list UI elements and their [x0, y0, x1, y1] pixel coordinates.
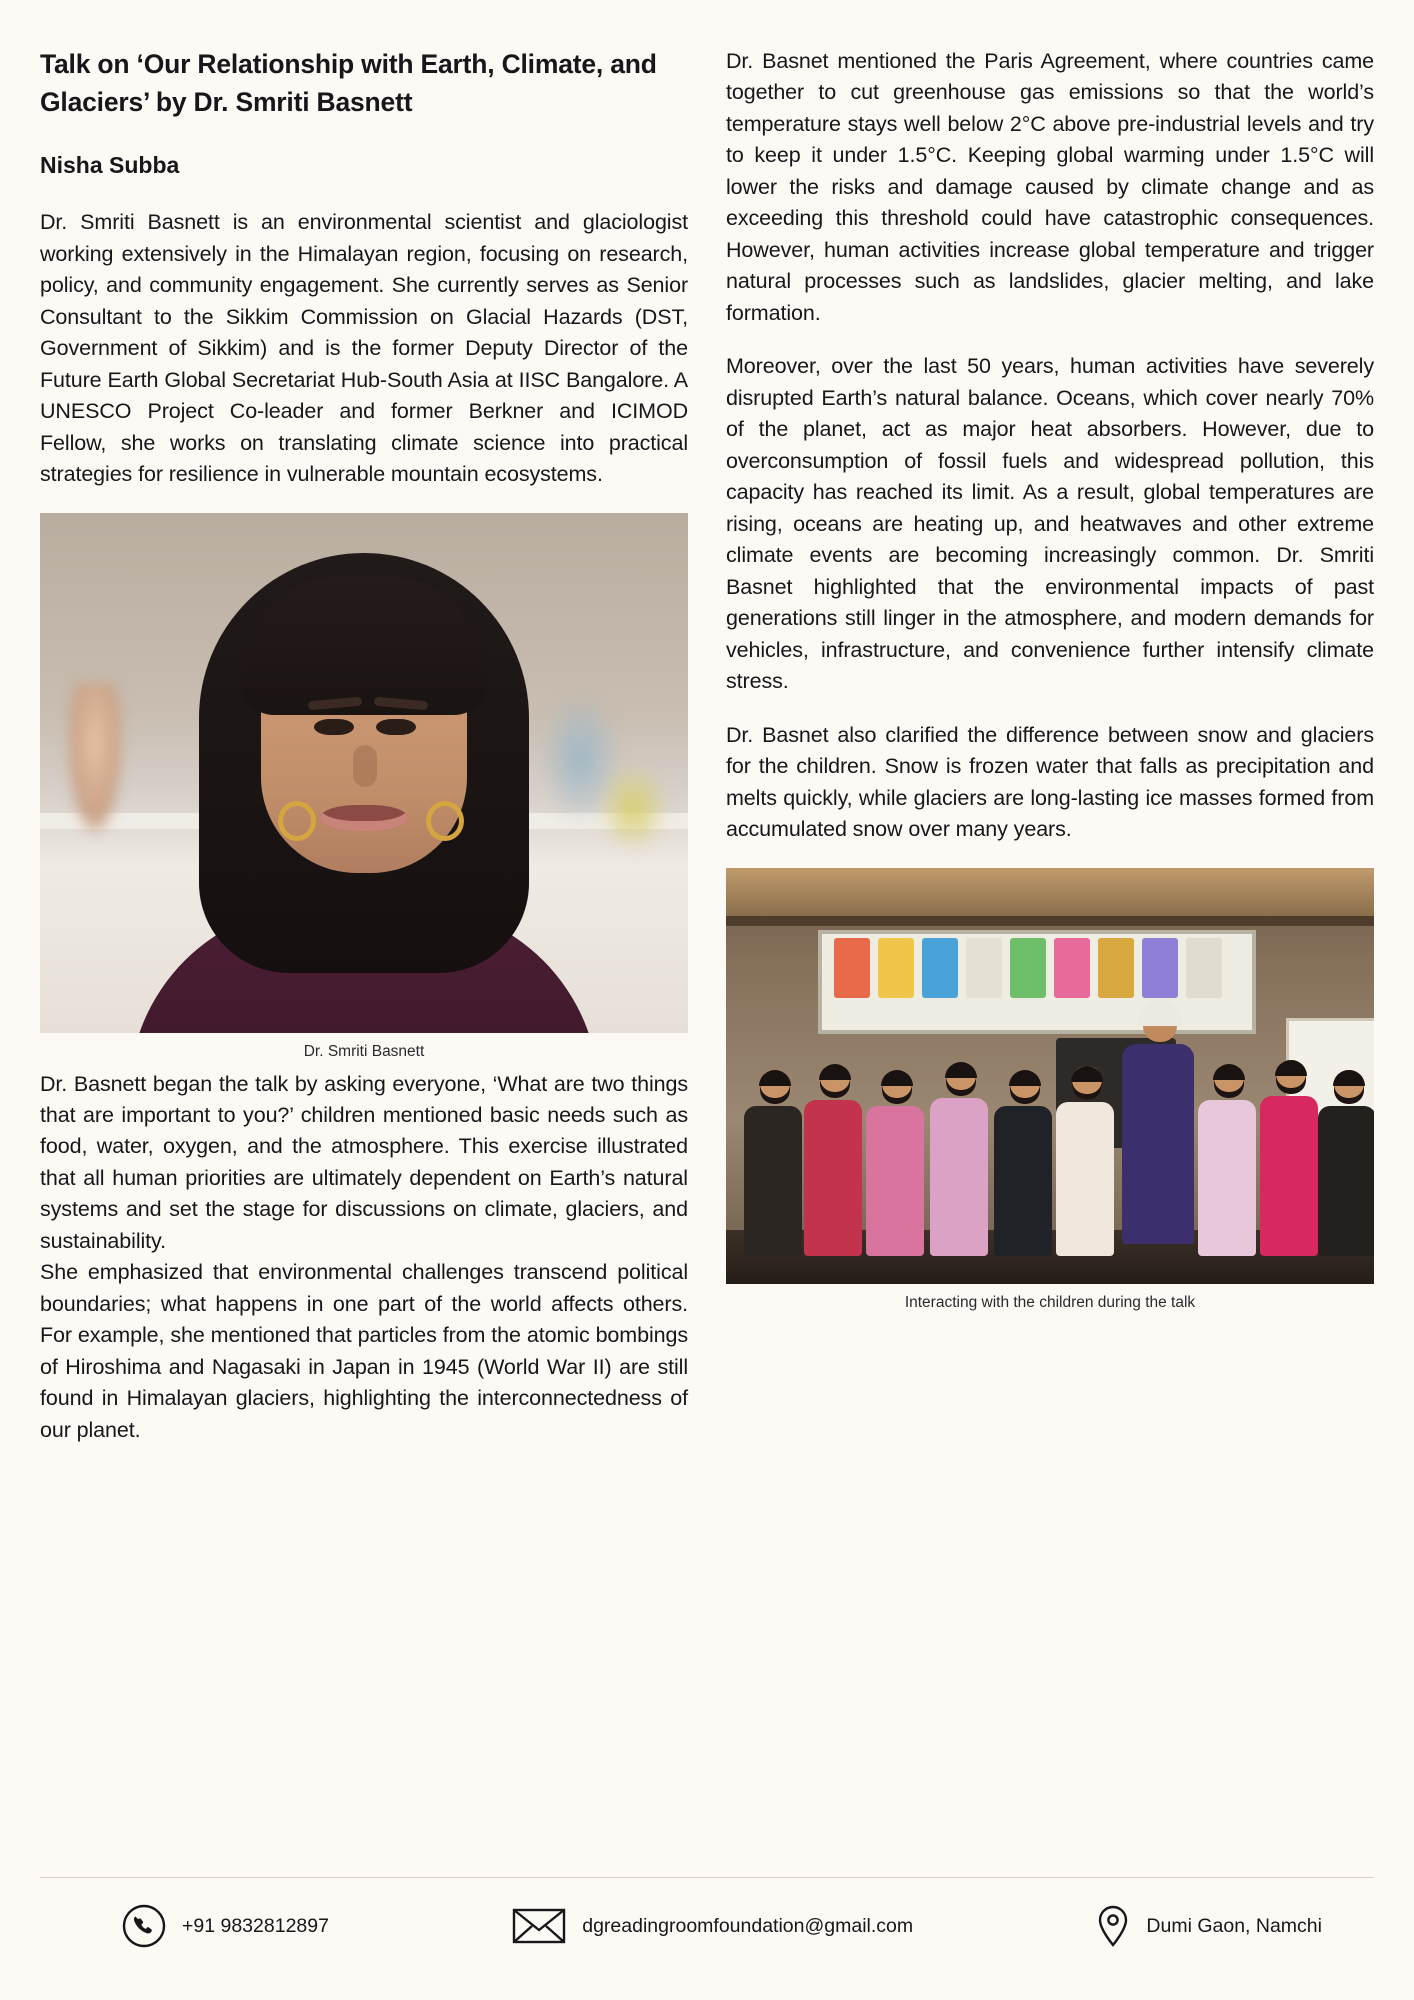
footer-email	[512, 1906, 913, 1946]
right-paragraph-2: Moreover, over the last 50 years, human activities have severely disrupted Earth’s natural balance. Oceans, which cover nearly 70% of the planet, act as major heat absorbers. However, due to overconsumption of fossil fuels and widespread pollution, this capacity has reached its limit. As a result, global temperatures are rising, oceans are heating up, and heatwaves and other extreme climate events are becoming increasingly common. Dr. Smriti Basnet highlighted that the environmental impacts of past generations still linger in the atmosphere, and modern demands for vehicles, infrastructure, and convenience further intensify climate stress.	[726, 354, 1374, 694]
right-paragraph-3: Dr. Basnet also clarified the difference between snow and glaciers for the children. Snow is frozen water that falls as precipitation and melts quickly, while glaciers are long-lasting ice masses formed from accumulated snow over many years.	[726, 722, 1374, 842]
article-byline: Nisha Subba	[40, 152, 180, 179]
portrait-figure	[40, 513, 688, 1061]
phone-icon	[122, 1904, 166, 1948]
footer	[40, 1877, 1374, 1948]
classroom-image	[726, 868, 1374, 1284]
footer-phone-text: +91 9832812897	[182, 1914, 329, 1937]
footer-location-text: Dumi Gaon, Namchi	[1146, 1914, 1322, 1937]
footer-email-text: dgreadingroomfoundation@gmail.com	[582, 1914, 914, 1937]
page-title: Talk on ‘Our Relationship with Earth, Climate, and Glaciers’ by Dr. Smriti Basnett	[40, 49, 657, 117]
left-paragraph-1: Dr. Smriti Basnett is an environmental scientist and glaciologist working extensively in the Himalayan region, focusing on research, policy, and community engagement. She currently serves as Senior Consultant to the Sikkim Commission on Glacial Hazards (DST, Government of Sikkim) and is the former Deputy Director of the Future Earth Global Secretariat Hub-South Asia at IISC Bangalore. A UNESCO Project Co-leader and former Berkner and ICIMOD Fellow, she works on translating climate science into practical strategies for resilience in vulnerable mountain ecosystems.	[40, 210, 688, 487]
footer-phone	[122, 1904, 329, 1948]
right-paragraph-1: Dr. Basnet mentioned the Paris Agreement, where countries came together to cut greenhouse gas emissions so that the world’s temperature stays well below 2°C above pre-industrial levels and try to keep it under 1.5°C. Keeping global warming under 1.5°C will lower the risks and damage caused by climate change and as exceeding this threshold could have catastrophic consequences. However, human activities increase global temperature and trigger natural processes such as landslides, glacier melting, and lake formation.	[726, 49, 1374, 325]
footer-location	[1096, 1904, 1322, 1948]
left-paragraph-3: She emphasized that environmental challenges transcend political boundaries; what happens in one part of the world affects others. For example, she mentioned that particles from the atomic bombings of Hiroshima and Nagasaki in Japan in 1945 (World War II) are still found in Himalayan glaciers, highlighting the interconnectedness of our planet.	[40, 1260, 688, 1442]
left-column	[40, 46, 688, 1468]
article-columns	[40, 46, 1374, 1468]
right-column	[726, 46, 1374, 1320]
envelope-icon	[512, 1906, 566, 1946]
portrait-caption: Dr. Smriti Basnett	[303, 1042, 425, 1060]
classroom-figure	[726, 868, 1374, 1312]
left-paragraph-2: Dr. Basnett began the talk by asking everyone, ‘What are two things that are important to you?’ children mentioned basic needs such as food, water, oxygen, and the atmosphere. This exercise illustrated that all human priorities are ultimately dependent on Earth’s natural systems and set the stage for discussions on climate, glaciers, and sustainability.	[40, 1071, 688, 1253]
portrait-image	[40, 513, 688, 1033]
map-pin-icon	[1096, 1904, 1130, 1948]
classroom-caption: Interacting with the children during the talk	[904, 1293, 1196, 1311]
